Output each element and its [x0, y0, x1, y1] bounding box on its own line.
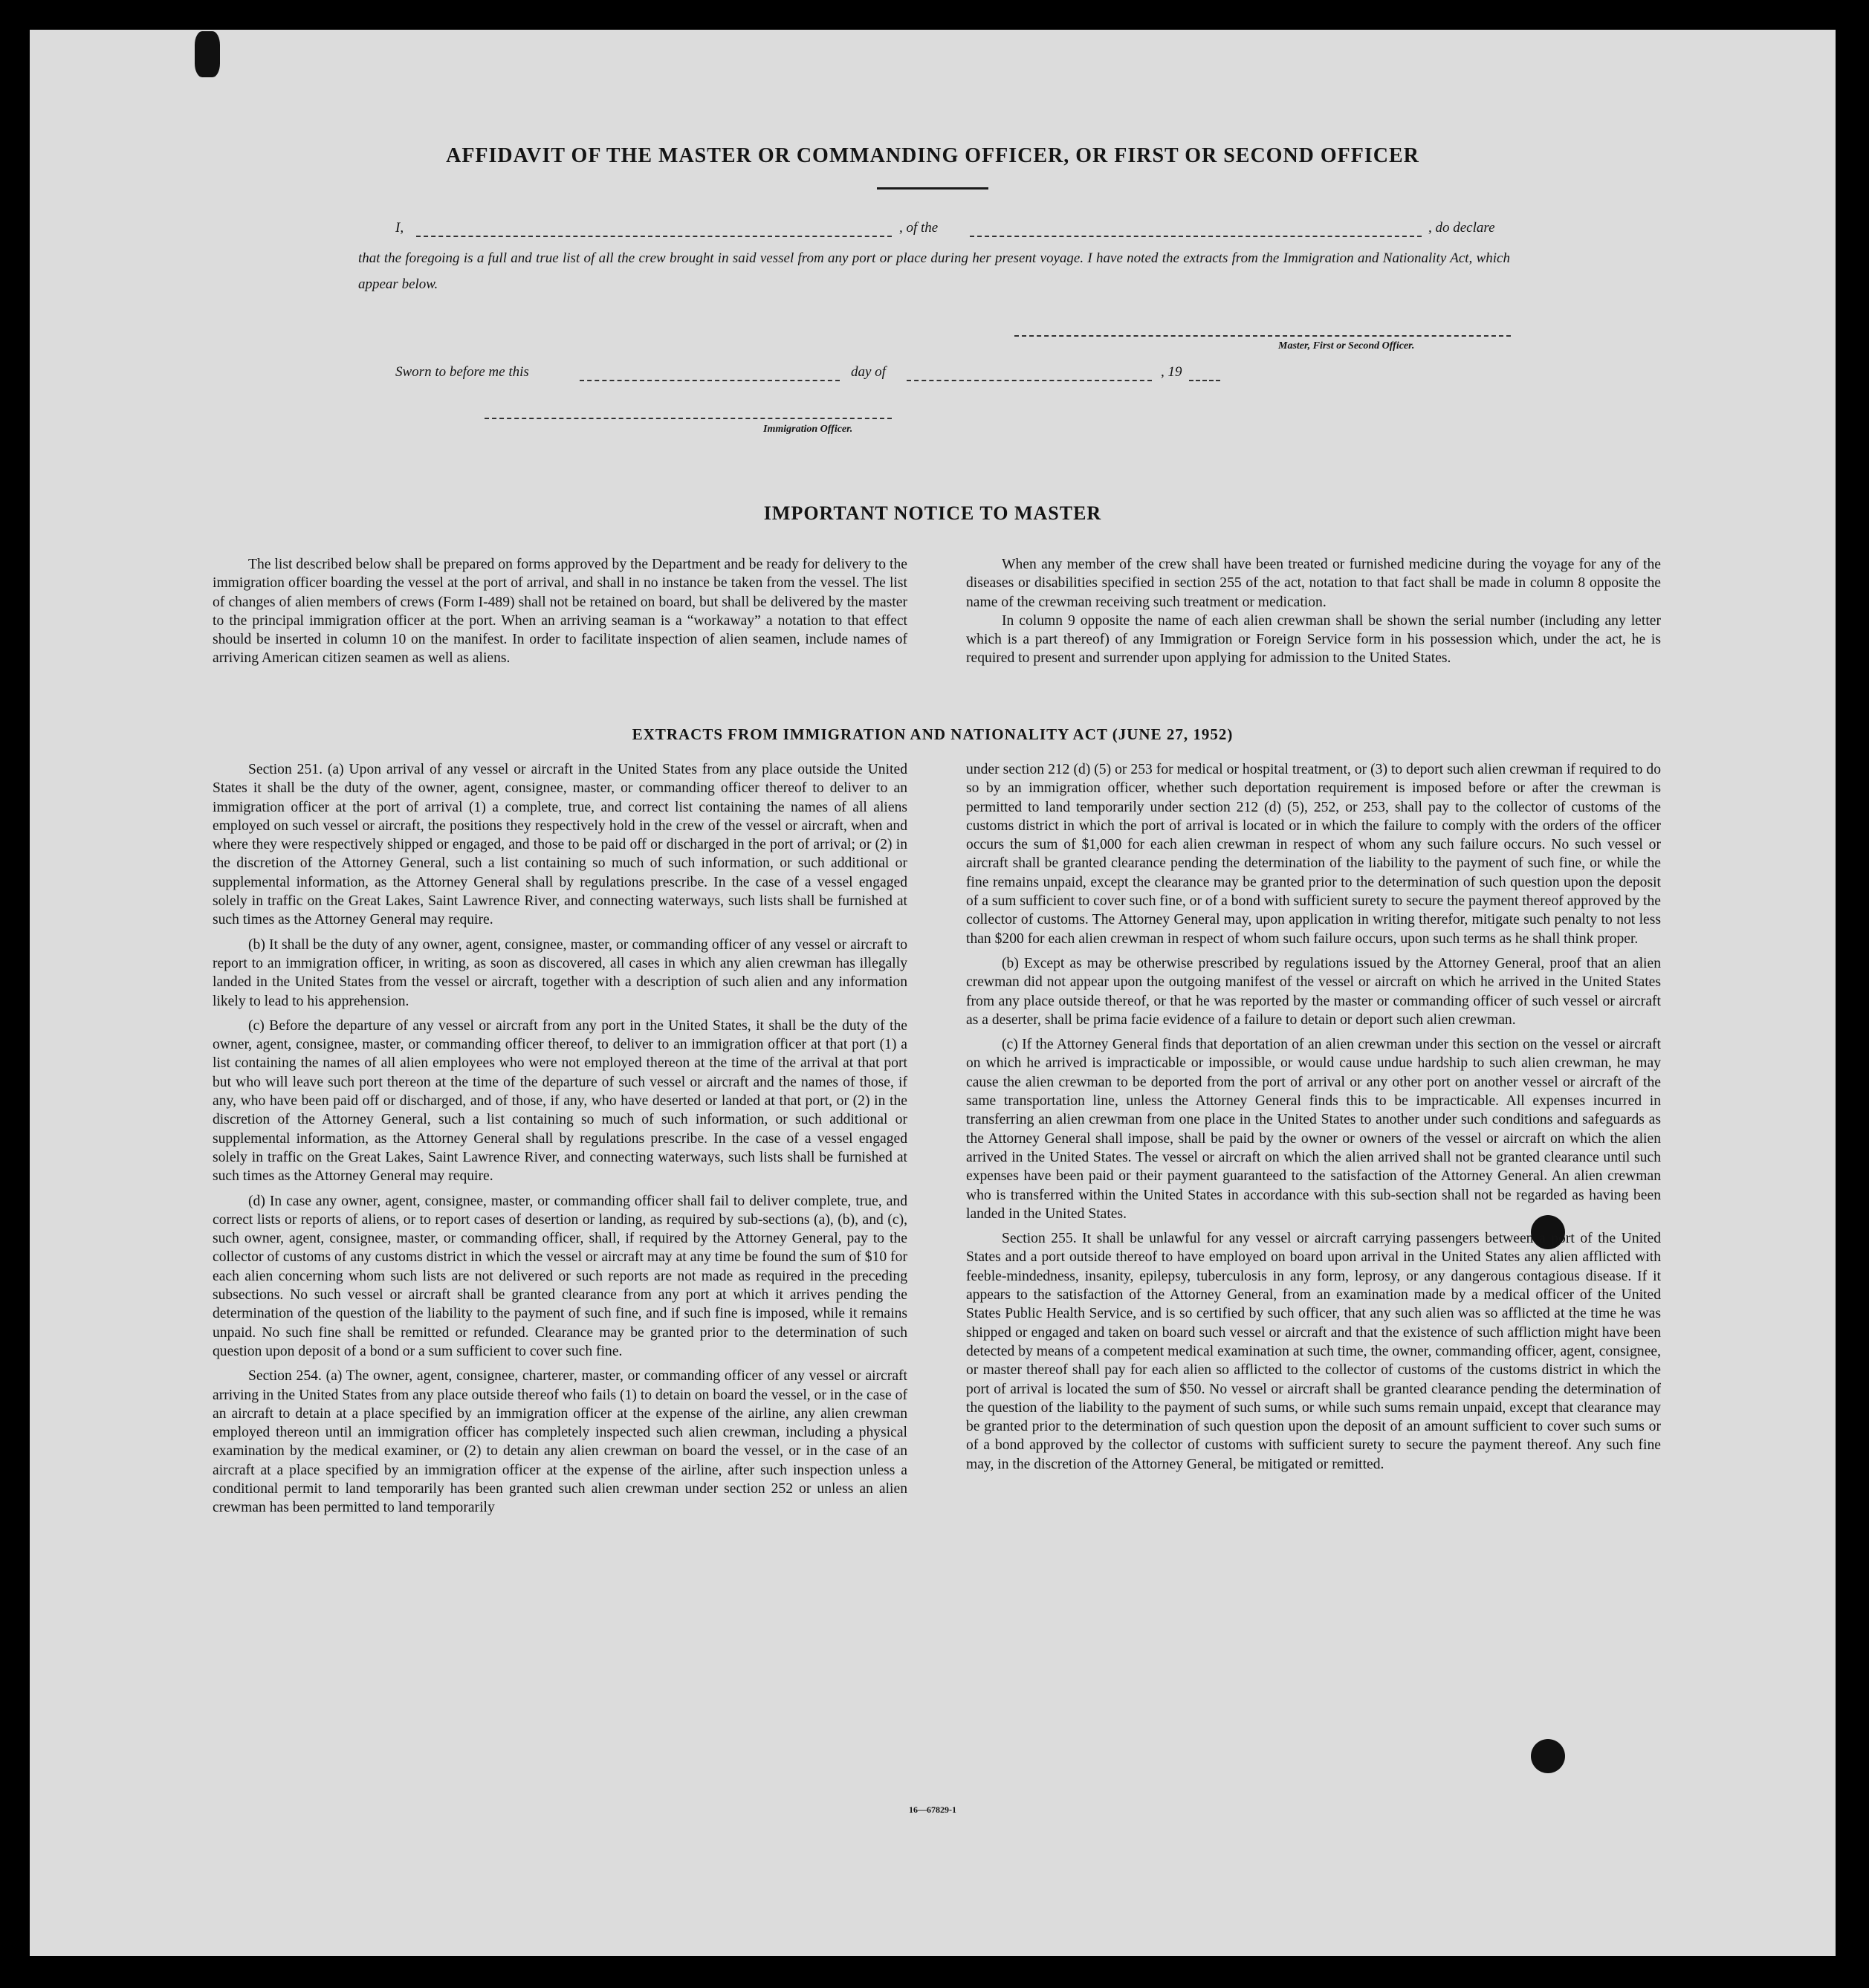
notice-heading: IMPORTANT NOTICE TO MASTER — [763, 502, 1102, 524]
notice-paragraph: The list described below shall be prepared on forms approved by the Department and be ready for delivery to the immigration officer boarding the vessel at the port of arrival, and shall in no instance be taken from the vessel. The list of changes of alien members of crews (Form I-489) shall not be retained on board, but shall be delivered by the master to the principal immigration officer at the port. When an arriving seaman is a “workaway” a notation to that effect should be inserted in column 10 on the manifest. In order to facilitate inspection of alien seamen, include names of arriving American citizen seamen as well as aliens. — [213, 557, 907, 667]
title-underline — [877, 187, 988, 190]
notice-left-column — [213, 555, 907, 668]
notice-paragraph: When any member of the crew shall have been treated or furnished medicine during the voyage for any of the diseases or disabilities specified in section 255 of the act, notation to that fact shall be made in column 8 opposite the name of the crewman receiving such treatment or medication. — [966, 557, 1661, 610]
affidavit-title: AFFIDAVIT OF THE MASTER OR COMMANDING OFFICER, OR FIRST OR SECOND OFFICER — [446, 144, 1419, 167]
immigration-officer-caption: Immigration Officer. — [763, 424, 853, 435]
extract-paragraph: Section 251. (a) Upon arrival of any vessel or aircraft in the United States from any place outside the United States it shall be the duty of the owner, agent, consignee, master, or commanding officer thereof to deliver to an immigration officer at the port of arrival (1) a complete, true, and correct list containing the names of all aliens employed on such vessel or aircraft, the positions they respectively hold in the crew of the vessel or aircraft, when and where they were respectively shipped or engaged, and those to be paid off or discharged in the port of arrival; or (2) in the discretion of the Attorney General, such a list containing so much of such information, or such additional or supplemental information, as the Attorney General shall by regulations prescribe. In the case of a vessel engaged solely in traffic on the Great Lakes, Saint Lawrence River, and connecting waterways, such lists shall be furnished at such times as the Attorney General may require. — [213, 762, 907, 928]
extract-paragraph: Section 255. It shall be unlawful for any vessel or aircraft carrying passengers between a port of the United States and a port outside thereof to have employed on board upon arrival in the United States any alien afflicted with feeble-mindedness, insanity, epilepsy, tuberculosis in any form, leprosy, or any dangerous contagious disease. If it appears to the satisfaction of the Attorney General, from an examination made by a medical officer of the United States Public Health Service, and is so certified by such officer, that any such alien was so afflicted at the time he was shipped or engaged and taken on board such vessel or aircraft and that the existence of such affliction might have been detected by means of a competent medical examination at such time, the owner, commanding officer, agent, consignee, or master thereof shall pay for each alien so afflicted to the collector of customs of the customs district in which the port of arrival is located the sum of $50. No vessel or aircraft shall be granted clearance pending the determination of the question of the liability to the payment of such sums, or while such sums remain unpaid, except that clearance may be granted prior to the determination of such question upon the deposit of an amount sufficient to cover such sums or of a bond approved by the collector of customs with sufficient surety to secure the payment thereof. Any such fine may, in the discretion of the Attorney General, be mitigated or remitted. — [966, 1231, 1661, 1472]
name-field-line — [416, 236, 892, 237]
declaration-text: that the foregoing is a full and true list of all the crew brought in said vessel from any port or place during her present voyage. I have noted the extracts from the Immigration and Nationality Act, which appear below. — [358, 250, 1510, 292]
extract-paragraph: (c) Before the departure of any vessel or aircraft from any port in the United States, it shall be the duty of the owner, agent, consignee, master, or commanding officer thereof, to deliver to an immigration officer at that port (1) a list containing the names of all alien employees who were not employed thereon at the time of the arrival at that port but who will leave such port thereon at the time of the departure of such vessel or aircraft and the names of those, if any, who have been paid off or discharged, and of those, if any, who have deserted or landed at that port, or (2) in the discretion of the Attorney General, such a list containing so much of such information, or such additional or supplemental information, as the Attorney General shall by regulations prescribe. In the case of a vessel engaged solely in traffic on the Great Lakes, Saint Lawrence River, and connecting waterways, such lists shall be furnished at such times as the Attorney General may require. — [213, 1017, 907, 1185]
extract-paragraph: (c) If the Attorney General finds that deportation of an alien crewman under this section on the vessel or aircraft on which he arrived is impracticable or impossible, or would cause undue hardship to such alien crewman, he may cause the alien crewman to be deported from the port of arrival or any other port on another vessel or aircraft of the same transportation line, unless the Attorney General finds this to be impracticable. All expenses incurred in transferring an alien crewman from one place in the United States to another under such conditions and safeguards as the Attorney General shall impose, shall be paid by the owner or owners of the vessel or aircraft on which the alien arrived in the United States. The vessel or aircraft on which the alien arrived shall not be granted clearance until such expenses have been paid or their payment guaranteed to the satisfaction of the Attorney General. An alien crewman who is transferred within the United States in accordance with this sub-section shall not be regarded as having been landed in the United States. — [966, 1037, 1661, 1222]
notice-right-column — [966, 555, 1661, 668]
document-page — [30, 30, 1836, 1956]
extract-paragraph: Section 254. (a) The owner, agent, consignee, charterer, master, or commanding officer of any vessel or aircraft arriving in the United States from any place outside thereof who fails (1) to detain on board the vessel, or in the case of an aircraft to detain at a place specified by an immigration officer at the expense of the airline, any alien crewman employed thereon until an immigration officer has completely inspected such alien crewman, including a physical examination by the medical examiner, or (2) to detain any alien crewman on board the vessel, or in the case of an aircraft at a place specified by an immigration officer at the expense of the airline, after such inspection unless a conditional permit to land temporarily has been granted such alien crewman under section 252 or unless an alien crewman has been permitted to land temporarily — [213, 1368, 907, 1516]
immigration-officer-signature-line — [485, 418, 892, 419]
do-declare-label: , do declare — [1428, 220, 1495, 236]
year-prefix-label: , 19 — [1161, 364, 1182, 380]
sworn-day-field-line — [580, 380, 840, 381]
sworn-month-field-line — [907, 380, 1152, 381]
extract-paragraph: (b) It shall be the duty of any owner, agent, consignee, master, or commanding officer of any vessel or aircraft to report to an immigration officer, in writing, as soon as discovered, all cases in which any alien crewman has illegally landed in the United States from the vessel or aircraft, together with a description of such alien and any information likely to lead to his apprehension. — [213, 936, 907, 1009]
extracts-left-column — [213, 760, 907, 1518]
of-the-label: , of the — [899, 220, 939, 236]
master-signature-line — [1014, 335, 1511, 337]
extract-paragraph: under section 212 (d) (5) or 253 for medical or hospital treatment, or (3) to deport such alien crewman if required to do so by an immigration officer, whether such deportation requirement is imposed before or after the crewman is permitted to land temporarily under section 212 (d) (5), 252, or 253, shall pay to the collector of customs of the customs district in which the port of arrival is located or in which the failure to comply with the orders of the officer occurs the sum of $1,000 for each alien crewman in respect of whom any such failure occurs. No such vessel or aircraft shall be granted clearance pending the determination of the liability to the payment of such fine, or while the fine remains unpaid, except the clearance may be granted prior to the determination of such question upon the deposit of a sum sufficient to cover such fine, or of a bond with sufficient surety to secure the payment thereof approved by the collector of customs. The Attorney General may, upon application in writing therefor, mitigate such penalty to not less than $200 for each alien crewman in respect of whom such failure occurs, upon such terms as he shall think proper. — [966, 762, 1661, 947]
master-signature-caption: Master, First or Second Officer. — [1278, 340, 1415, 352]
sworn-label: Sworn to before me this — [395, 364, 529, 380]
extracts-heading: EXTRACTS FROM IMMIGRATION AND NATIONALITY ACT (JUNE 27, 1952) — [632, 725, 1234, 743]
declaration-i-label: I, — [395, 220, 404, 236]
form-number: 16—67829-1 — [909, 1804, 956, 1815]
extract-paragraph: (d) In case any owner, agent, consignee, master, or commanding officer shall fail to deliver complete, true, and correct lists or reports of aliens, or to report cases of desertion or landing, as required by sub-sections (a), (b), and (c), such owner, agent, consignee, master, or commanding officer, shall, if required by the Attorney General, pay to the collector of customs of any customs district in which the vessel or aircraft may at any time be found the sum of $10 for each alien concerning whom such lists are not delivered or such reports are not made as required in the preceding subsections. No such vessel or aircraft shall be granted clearance from any port at which it arrives pending the determination of the question of the liability to the payment of such fine, and if such fine is imposed, while it remains unpaid. No such fine shall be remitted or refunded. Clearance may be granted prior to the determination of such question upon deposit of a bond or a sum sufficient to cover such fine. — [213, 1193, 907, 1359]
punch-hole-mark — [1531, 1739, 1565, 1773]
ink-blot-mark — [195, 31, 220, 77]
notice-paragraph: In column 9 opposite the name of each alien crewman shall be shown the serial number (including any letter which is a part thereof) of any Immigration or Foreign Service form in his possession which, under the act, he is required to present and surrender upon applying for admission to the United States. — [966, 612, 1661, 667]
extracts-right-column — [966, 760, 1661, 1474]
extract-paragraph: (b) Except as may be otherwise prescribed by regulations issued by the Attorney General, proof that an alien crewman did not appear upon the outgoing manifest of the vessel or aircraft on which he arrived in the United States from any place outside thereof, or that he was reported by the master or commanding officer of such vessel or aircraft as a deserter, shall be prima facie evidence of a failure to detain or deport such alien crewman. — [966, 955, 1661, 1028]
year-field-line — [1189, 380, 1220, 381]
day-of-label: day of — [851, 364, 886, 380]
vessel-field-line — [970, 236, 1422, 237]
